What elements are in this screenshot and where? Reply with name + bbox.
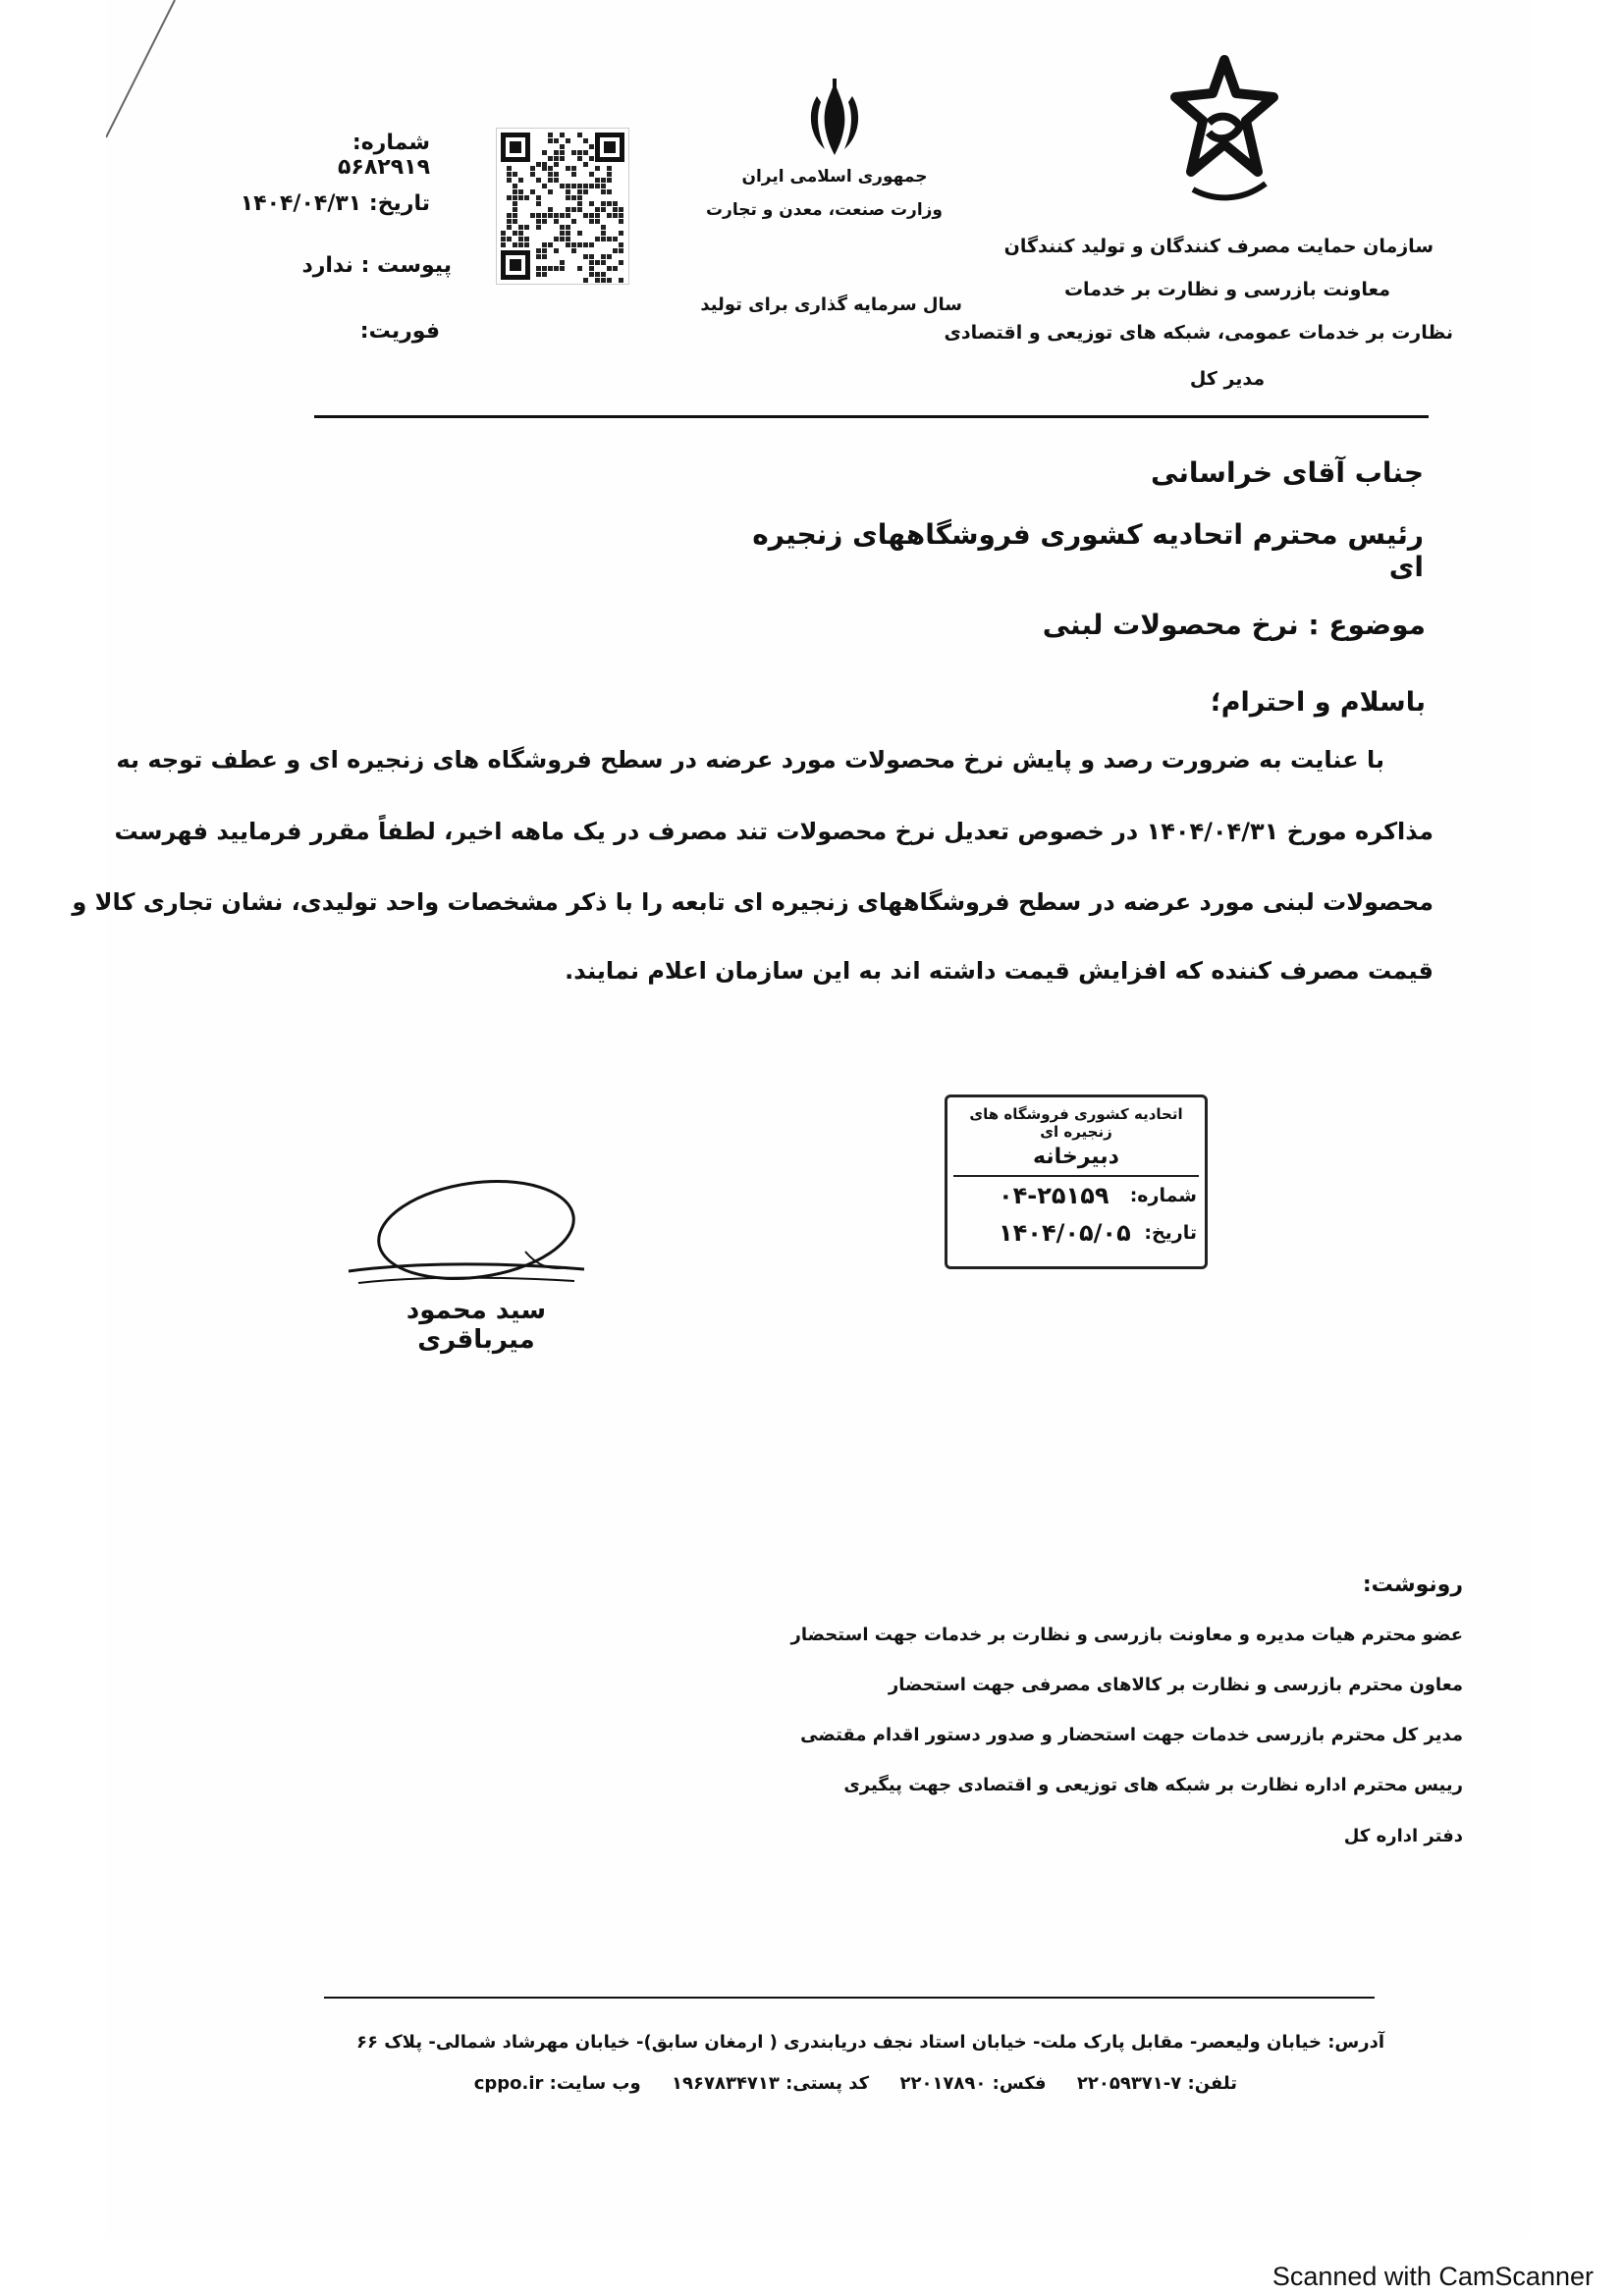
qr-module [518,189,523,194]
qr-module [560,156,565,161]
qr-module [542,266,547,271]
qr-module [589,172,594,177]
qr-module [536,219,541,224]
qr-module [536,178,541,183]
qr-module [601,237,606,241]
qr-module [524,237,529,241]
qr-module [518,231,523,236]
qr-module [566,184,570,188]
qr-module [542,213,547,218]
qr-module [542,254,547,259]
qr-module [589,272,594,277]
qr-module [613,207,618,212]
qr-module [560,133,565,137]
stamp-date-row [947,1214,1205,1252]
iran-emblem [803,79,866,159]
qr-module [554,213,559,218]
qr-module [619,278,623,283]
qr-module [554,138,559,143]
qr-module [524,225,529,230]
stamp-number-row [947,1177,1205,1214]
letter-urgency [334,319,440,344]
qr-module [566,195,570,200]
qr-module [501,242,506,247]
qr-module [571,195,576,200]
qr-module [530,189,535,194]
qr-module [554,156,559,161]
qr-module [601,272,606,277]
qr-module [548,172,553,177]
emblem-line-1: جمهوری اسلامی ایران [741,167,928,187]
qr-module [601,231,606,236]
qr-module [577,266,582,271]
qr-module [548,133,553,137]
qr-module [619,260,623,265]
qr-module [589,242,594,247]
qr-module [507,237,512,241]
qr-module [536,162,541,167]
qr-module [583,138,588,143]
qr-module [583,242,588,247]
organization-logo [1163,54,1291,211]
qr-module [619,231,623,236]
qr-module [595,278,600,283]
cc-line-1: عضو محترم هیات مدیره و معاونت بازرسی و نظارت بر خدمات جهت استحضار [790,1625,1463,1645]
footer-phone: تلفن: ۷-۲۲۰۵۹۳۷۱ [1076,2073,1237,2094]
letter-urgency-label: فوریت: [359,319,440,344]
greeting: باسلام و احترام؛ [1210,687,1426,718]
qr-module [513,242,517,247]
qr-module [554,178,559,183]
qr-module [542,272,547,277]
qr-module [518,225,523,230]
qr-module [560,213,565,218]
org-line-2: معاونت بازرسی و نظارت بر خدمات [1063,279,1391,300]
cc-heading: رونوشت: [1362,1573,1463,1597]
qr-module [583,213,588,218]
footer-divider [324,1997,1375,1999]
qr-module [566,225,570,230]
cc-line-3: مدیر کل محترم بازرسی خدمات جهت استحضار و صدور دستور اقدام مقتضی [800,1725,1463,1745]
qr-module [560,237,565,241]
qr-module [595,272,600,277]
qr-module [530,166,535,171]
qr-module [577,242,582,247]
qr-module [513,201,517,206]
letter-number [253,131,430,180]
qr-module [607,213,612,218]
qr-module [513,195,517,200]
qr-module [536,254,541,259]
qr-module [507,166,512,171]
qr-module [566,207,570,212]
qr-module [536,201,541,206]
emblem-line-2: وزارت صنعت، معدن و تجارت [705,200,943,220]
qr-module [577,184,582,188]
qr-code [496,128,629,285]
qr-module [607,178,612,183]
footer-postal-code: کد پستی: ۱۹۶۷۸۳۴۷۱۳ [672,2073,870,2094]
qr-module [607,278,612,283]
stamp-office: دبیرخانه [1033,1145,1119,1169]
qr-module [601,189,606,194]
qr-module [595,178,600,183]
emblem-icon [803,79,866,159]
signature [339,1173,604,1301]
qr-module [595,207,600,212]
qr-module [589,260,594,265]
qr-module [601,254,606,259]
qr-module [595,219,600,224]
qr-module [601,201,606,206]
qr-module [513,213,517,218]
qr-module [619,213,623,218]
qr-module [577,133,582,137]
qr-module [595,237,600,241]
qr-module [501,237,506,241]
qr-module [554,248,559,253]
qr-module [513,219,517,224]
qr-module [566,237,570,241]
qr-module [571,242,576,247]
qr-module [589,201,594,206]
qr-module [619,219,623,224]
qr-module [601,278,606,283]
qr-module [577,207,582,212]
qr-module [577,195,582,200]
qr-module [542,219,547,224]
addressee-line-1: جناب آقای خراسانی [1151,456,1424,489]
qr-module [583,150,588,155]
qr-module [583,184,588,188]
signatory-name: سید محمود میرباقری [406,1296,547,1355]
qr-module [613,213,618,218]
qr-module [583,278,588,283]
letter-date-label: تاریخ: [368,191,430,216]
body-line-2: مذاکره مورخ ۱۴۰۴/۰۴/۳۱ در خصوص تعدیل نرخ محصولات تند مصرف در یک ماهه اخیر، لطفاً مقرر فرمایید فهرست [114,818,1434,845]
qr-module [560,266,565,271]
letter-attachment-label: پیوست : [360,253,452,278]
signature-graphic [339,1173,604,1301]
qr-module [507,195,512,200]
qr-module [577,189,582,194]
qr-module [613,237,618,241]
qr-module [536,248,541,253]
qr-module [619,207,623,212]
qr-module [518,242,523,247]
qr-module [554,266,559,271]
qr-module [542,184,547,188]
qr-module [536,266,541,271]
org-line-3: نظارت بر خدمات عمومی، شبکه های توزیعی و اقتصادی [944,322,1453,344]
footer-website: وب سایت: cppo.ir [473,2073,641,2094]
qr-module [589,156,594,161]
qr-module [513,231,517,236]
qr-module [613,248,618,253]
qr-module [548,242,553,247]
receipt-stamp [945,1095,1208,1269]
qr-module [513,189,517,194]
cc-line-5: دفتر اداره کل [1343,1826,1463,1846]
body-line-3: محصولات لبنی مورد عرضه در سطح فروشگاههای زنجیره ای تابعه را با ذکر مشخصات واحد تولیدی، نشان تجاری کالا و [72,888,1434,916]
qr-module [554,237,559,241]
qr-module [518,178,523,183]
qr-module [566,189,570,194]
qr-module [589,144,594,149]
qr-code-graphic [497,129,628,284]
qr-module [601,260,606,265]
footer-address: آدرس: خیابان ولیعصر- مقابل پارک ملت- خیابان استاد نجف دریابندری ( ارمغان سابق)- خیابان مهرشاد شمالی- پلاک ۶۶ [355,2032,1384,2053]
qr-module [530,172,535,177]
stamp-title: اتحادیه کشوری فروشگاه های زنجیره ای [969,1105,1183,1141]
qr-module [560,225,565,230]
qr-module [548,166,553,171]
qr-module [571,207,576,212]
qr-module [601,225,606,230]
qr-module [507,225,512,230]
qr-module [613,201,618,206]
year-slogan: سال سرمایه گذاری برای تولید [700,294,962,315]
qr-module [566,138,570,143]
camscanner-watermark: Scanned with CamScanner [1271,2262,1594,2291]
qr-module [607,172,612,177]
addressee-line-2: رئیس محترم اتحادیه کشوری فروشگاههای زنجیره ای [752,518,1424,583]
qr-module [589,184,594,188]
stamp-date-value: ۱۴۰۴/۰۵/۰۵ [999,1219,1131,1247]
qr-module [595,184,600,188]
qr-module [560,260,565,265]
qr-module [577,201,582,206]
qr-module [507,219,512,224]
qr-module [601,184,606,188]
stamp-number-label: شماره: [1129,1185,1197,1206]
stamp-date-label: تاریخ: [1144,1222,1197,1244]
qr-module [607,189,612,194]
qr-module [548,213,553,218]
qr-module [548,189,553,194]
qr-module [571,166,576,171]
subject-line: موضوع : نرخ محصولات لبنی [1042,609,1426,641]
letter-date-value: ۱۴۰۴/۰۴/۳۱ [240,191,362,216]
qr-module [589,254,594,259]
letter-number-value: ۵۶۸۲۹۱۹ [338,155,430,180]
qr-module [607,201,612,206]
qr-module [595,260,600,265]
qr-module [607,254,612,259]
qr-module [524,195,529,200]
cc-line-2: معاون محترم بازرسی و نظارت بر کالاهای مصرفی جهت استحضار [888,1675,1463,1695]
qr-module [571,184,576,188]
qr-module [583,162,588,167]
qr-module [577,150,582,155]
qr-module [571,248,576,253]
qr-module [619,242,623,247]
qr-module [607,237,612,241]
org-line-1: سازمان حمایت مصرف کنندگان و تولید کنندگان [1003,236,1434,257]
qr-module [560,231,565,236]
qr-module [566,213,570,218]
qr-module [513,207,517,212]
qr-module [571,219,576,224]
qr-module [548,156,553,161]
qr-module [542,242,547,247]
qr-module [542,162,547,167]
qr-module [577,156,582,161]
org-line-4: مدیر کل [1189,368,1266,390]
qr-module [542,150,547,155]
qr-module [619,248,623,253]
qr-module [536,272,541,277]
letter-number-label: شماره: [352,131,430,155]
qr-module [518,237,523,241]
letter-attachment [295,253,452,278]
qr-module [518,195,523,200]
qr-module [601,207,606,212]
qr-module [595,166,600,171]
qr-module [536,195,541,200]
qr-module [589,219,594,224]
qr-module [560,144,565,149]
qr-module [560,150,565,155]
qr-module [577,231,582,236]
qr-module [554,172,559,177]
qr-module [613,266,618,271]
qr-module [554,150,559,155]
stamp-number-value: ۰۴-۲۵۱۵۹ [999,1182,1109,1209]
letter-attachment-value: ندارد [301,253,353,278]
qr-module [566,231,570,236]
qr-module [507,213,512,218]
qr-module [513,184,517,188]
qr-module [607,266,612,271]
qr-module [507,172,512,177]
qr-module [536,213,541,218]
qr-module [554,219,559,224]
cc-line-4: رییس محترم اداره نظارت بر شبکه های توزیعی و اقتصادی جهت پیگیری [843,1775,1463,1795]
organization-logo-icon [1163,54,1291,211]
qr-module [595,213,600,218]
body-line-4: قیمت مصرف کننده که افزایش قیمت داشته اند به این سازمان اعلام نمایند. [565,957,1434,985]
qr-module [501,231,506,236]
qr-module [513,172,517,177]
qr-module [566,166,570,171]
footer-contacts [452,2073,1237,2094]
qr-module [507,178,512,183]
qr-module [536,225,541,230]
qr-module [566,242,570,247]
letter-date [234,191,430,216]
qr-module [548,138,553,143]
qr-module [560,184,565,188]
qr-module [542,248,547,253]
scan-corner [106,0,185,147]
qr-module [589,213,594,218]
scan-corner-graphic [106,0,185,147]
body-line-1: با عنایت به ضرورت رصد و پایش نرخ محصولات مورد عرضه در سطح فروشگاه های زنجیره ای و عطف توجه به [116,746,1384,774]
qr-module [571,150,576,155]
qr-module [548,207,553,212]
qr-module [583,254,588,259]
qr-module [601,178,606,183]
qr-module [548,266,553,271]
qr-module [524,242,529,247]
qr-module [530,213,535,218]
qr-module [607,166,612,171]
qr-module [554,162,559,167]
header-divider [314,415,1429,418]
qr-module [589,266,594,271]
qr-module [571,172,576,177]
footer-fax: فکس: ۲۲۰۱۷۸۹۰ [899,2073,1047,2094]
qr-module [583,189,588,194]
qr-module [548,178,553,183]
